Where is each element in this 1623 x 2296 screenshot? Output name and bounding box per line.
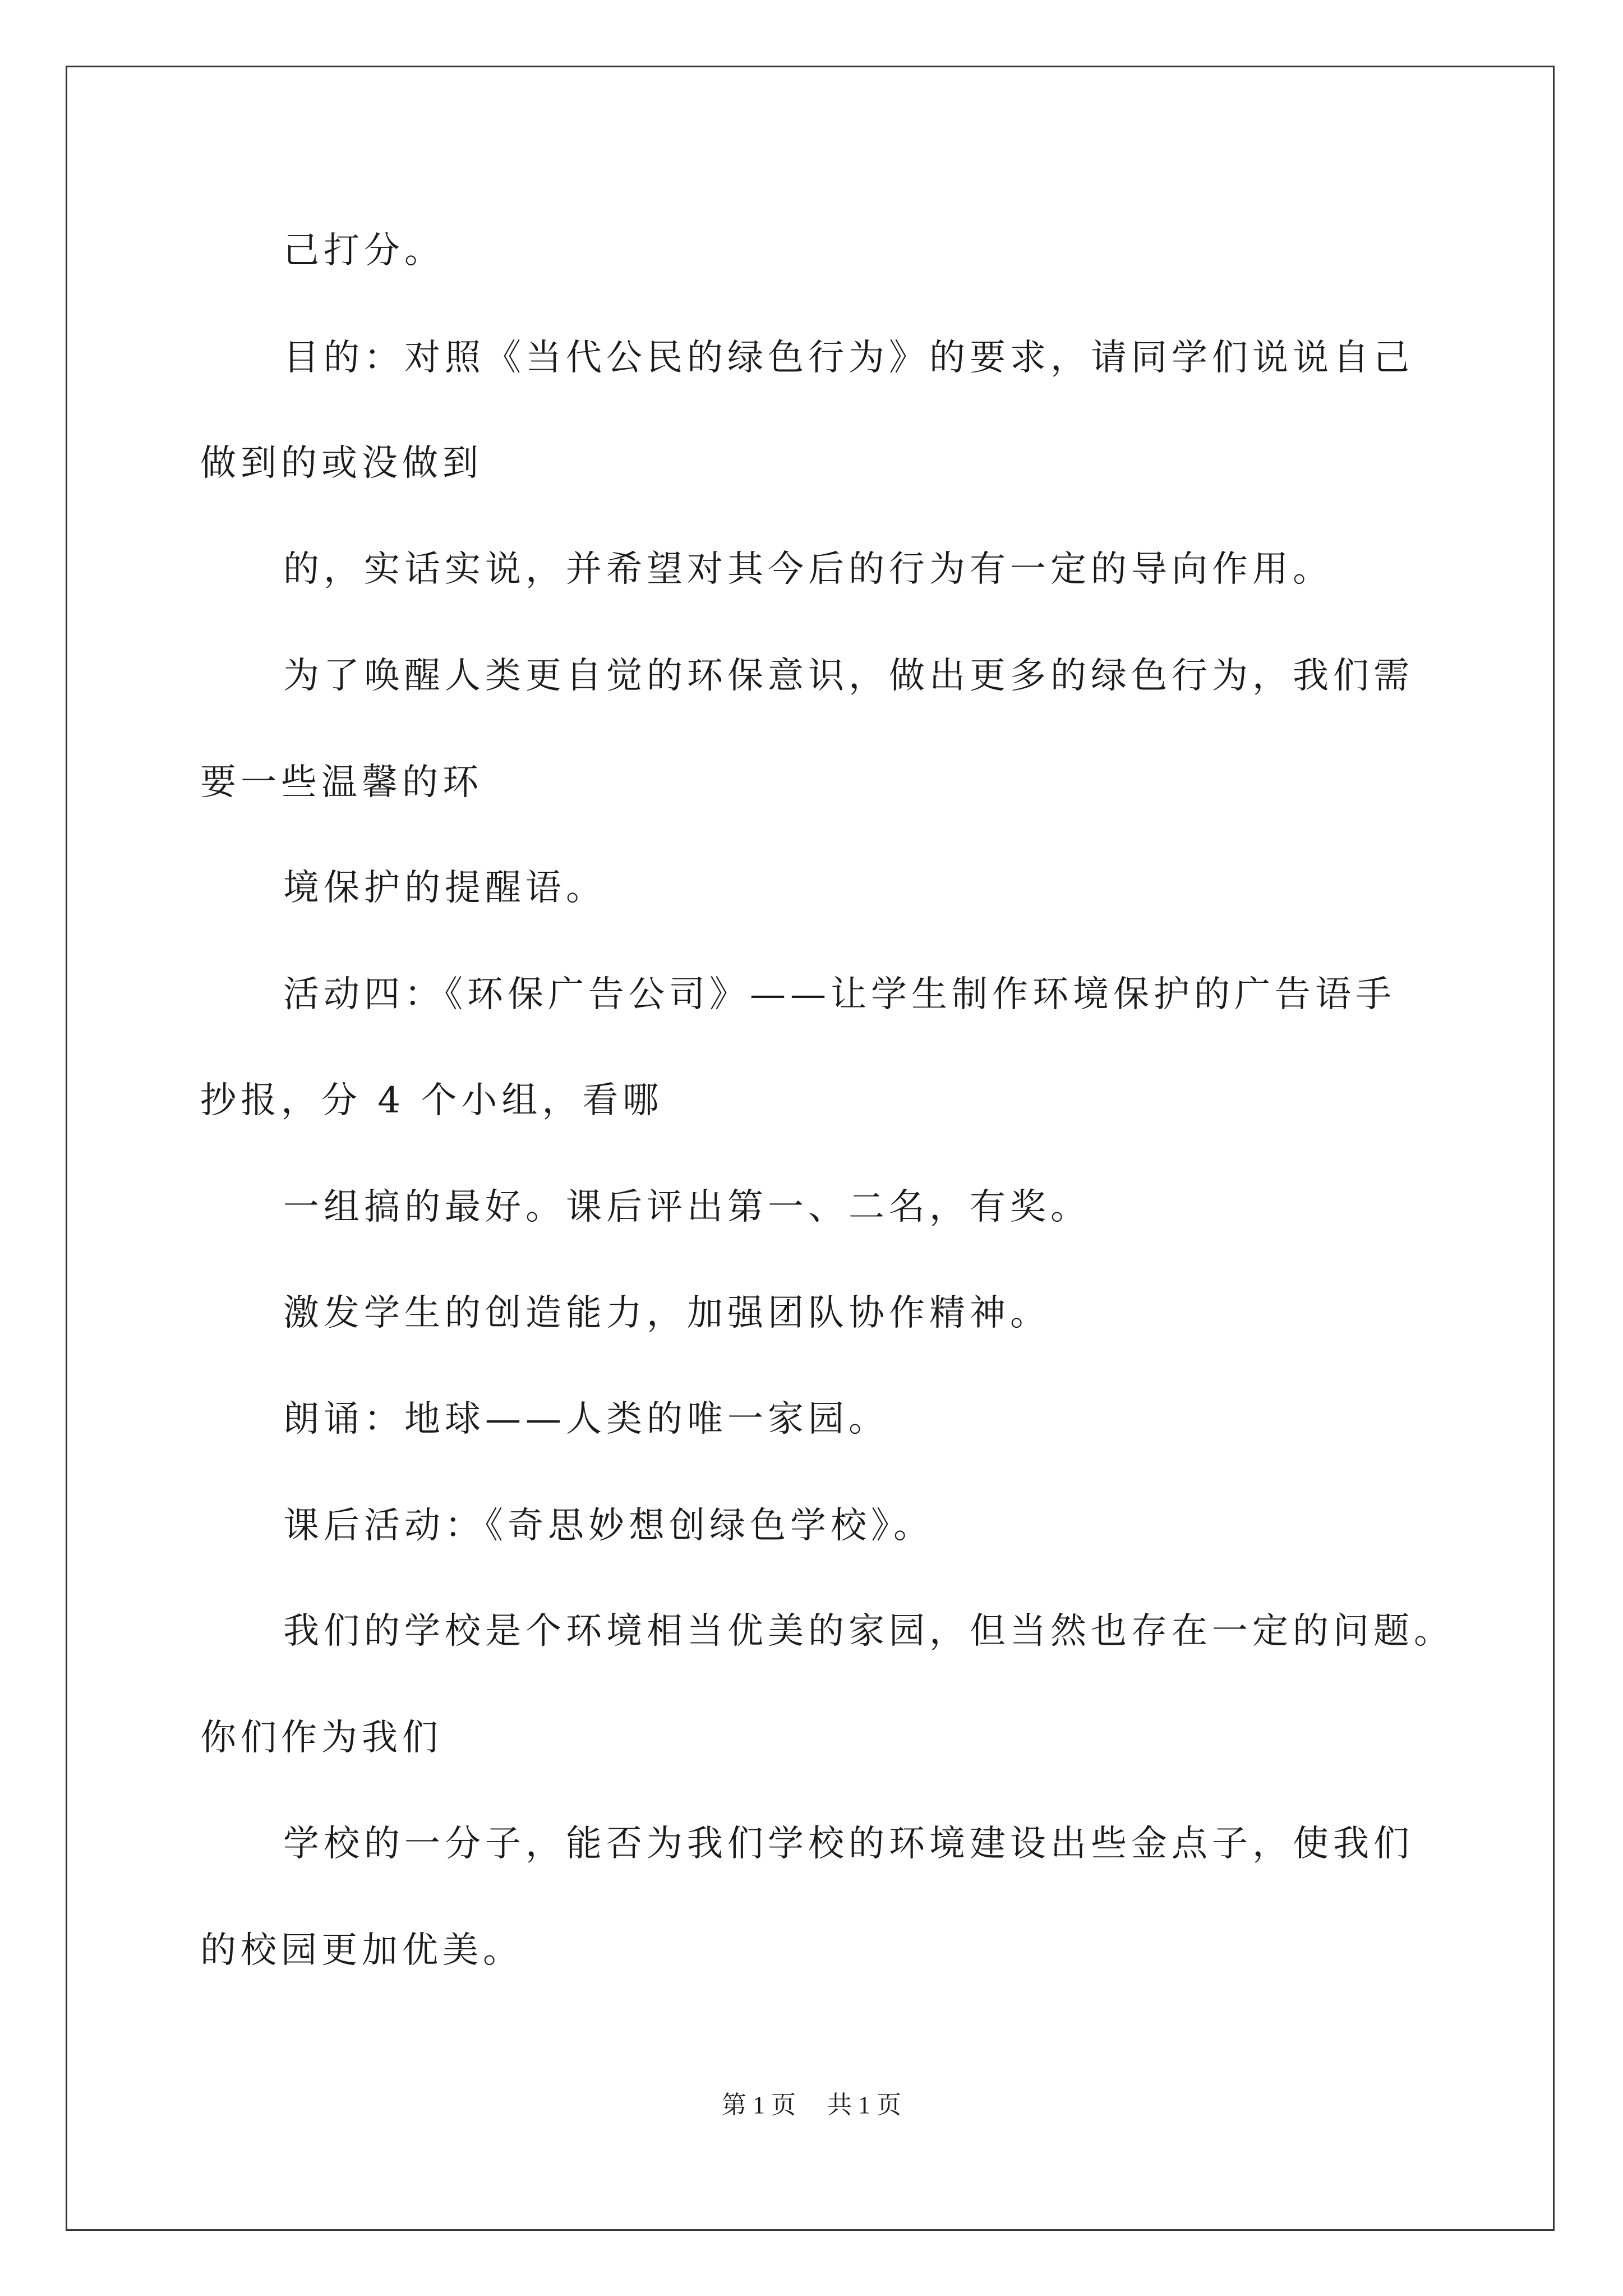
- body-line-3: 做到的或没做到: [200, 443, 483, 484]
- page-number: 第 1 页: [722, 2091, 796, 2119]
- body-line-10: 一组搞的最好。课后评出第一、二名，有奖。: [283, 1186, 1091, 1228]
- body-line-4: 的，实话实说，并希望对其今后的行为有一定的导向作用。: [283, 549, 1333, 590]
- body-line-2: 目的：对照《当代公民的绿色行为》的要求，请同学们说说自己: [283, 337, 1414, 379]
- body-line-6: 要一些温馨的环: [200, 762, 483, 803]
- body-line-11: 激发学生的创造能力，加强团队协作精神。: [283, 1292, 1050, 1334]
- page-total: 共 1 页: [827, 2091, 901, 2119]
- body-line-15: 你们作为我们: [200, 1717, 442, 1759]
- body-line-7: 境保护的提醒语。: [283, 867, 606, 909]
- body-line-9: 抄报，分 4 个小组，看哪: [200, 1080, 663, 1121]
- page-footer: [0, 2090, 1623, 2121]
- body-line-16: 学校的一分子，能否为我们学校的环境建设出些金点子，使我们: [283, 1823, 1414, 1865]
- body-line-13: 课后活动：《奇思妙想创绿色学校》。: [283, 1505, 934, 1547]
- body-line-17: 的校园更加优美。: [200, 1930, 523, 1971]
- body-line-5: 为了唤醒人类更自觉的环保意识，做出更多的绿色行为，我们需: [283, 655, 1414, 697]
- body-line-12: 朗诵：地球——人类的唯一家园。: [283, 1398, 889, 1440]
- body-line-8: 活动四：《环保广告公司》——让学生制作环境保护的广告语手: [283, 974, 1396, 1015]
- page-border: [66, 66, 1555, 2231]
- body-line-1: 己打分。: [283, 230, 445, 272]
- body-line-14: 我们的学校是个环境相当优美的家园，但当然也存在一定的问题。: [283, 1611, 1454, 1652]
